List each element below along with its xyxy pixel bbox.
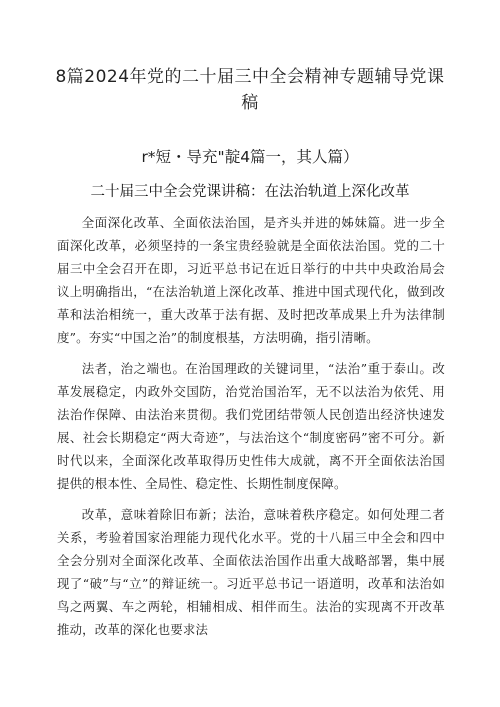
body-paragraph-3: 改革，意味着除旧布新；法治，意味着秩序稳定。如何处理二者关系，考验着国家治理能力现代化水平。党的十八届三中全会和四中全会分别对全面深化改革、全面依法治国作出重大战略部署，集中展现了“破”与“立”的辩证统一。习近平总书记一语道明，改革和法治如鸟之两翼、车之两轮，相辅相成、相伴而生。法治的实现离不开改革推动，改革的深化也要求法 xyxy=(57,507,445,637)
section-heading: 二十届三中全会党课讲稿：在法治轨道上深化改革 xyxy=(90,184,410,200)
document-subtitle: r*短・导充"靛4篇一，其人篇） xyxy=(141,148,359,166)
body-paragraph-2: 法者，治之端也。在治国理政的关键词里，“法治”重于泰山。改革发展稳定，内政外交国防，治党治国治军，无不以法治为依凭、用法治作保障、由法治来贯彻。我们党团结带领人民创造出经济快速发展、社会长期稳定“两大奇迹”，与法治这个“制度密码”密不可分。新时代以来，全面深化改革取得历史性伟大成就，离不开全面依法治国提供的根本性、全局性、稳定性、长期性制度保障。 xyxy=(57,361,445,491)
document-title: 8篇2024年党的二十届三中全会精神专题辅导党课稿 xyxy=(55,67,445,113)
body-paragraph-1: 全面深化改革、全面依法治国，是齐头并进的姊妹篇。进一步全面深化改革，必须坚持的一条宝贵经验就是全面依法治国。党的二十届三中全会召开在即，习近平总书记在近日举行的中共中央政治局会议上明确指出，“在法治轨道上深化改革、推进中国式现代化，做到改革和法治相统一，重大改革于法有据、及时把改革成果上升为法律制度”。夯实“中国之治”的制度根基，方法明确，指引清晰。 xyxy=(57,215,445,345)
document-body xyxy=(57,211,445,649)
